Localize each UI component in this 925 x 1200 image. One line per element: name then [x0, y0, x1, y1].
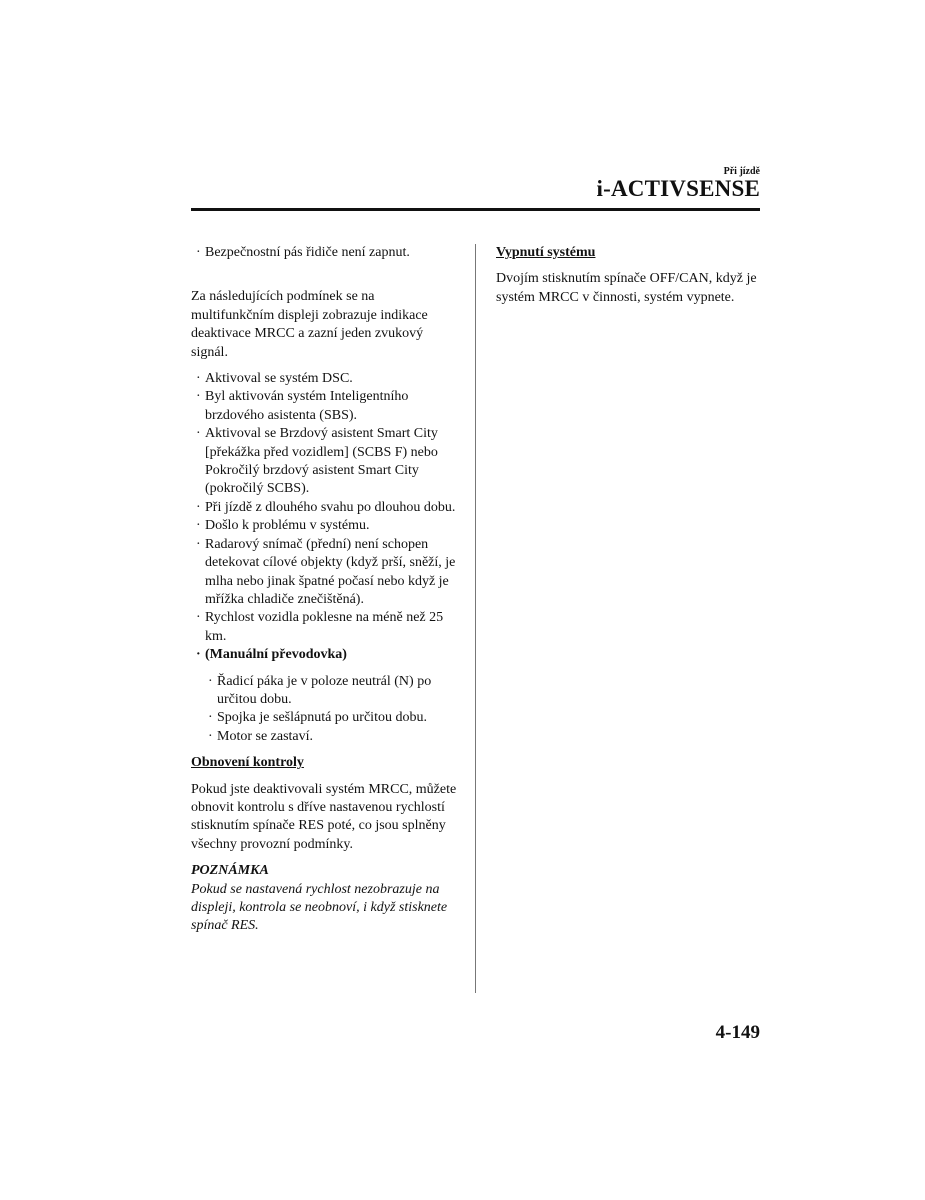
- list-item-manual-transmission: [191, 646, 459, 664]
- switch-off-paragraph: Dvojím stisknutím spínače OFF/CAN, když je systém MRCC v činnosti, systém vypnete.: [496, 271, 757, 305]
- list-item: [191, 388, 459, 425]
- list-item: [191, 609, 459, 646]
- bullet-dot: ·: [208, 728, 213, 744]
- bullet-dot: ·: [196, 518, 201, 534]
- bullet-dot: ·: [196, 245, 201, 260]
- list-item-text: Aktivoval se systém DSC.: [205, 371, 353, 387]
- bullet-dot: ·: [196, 426, 201, 442]
- page-title: i-ACTIVSENSE: [596, 176, 760, 201]
- bullet-dot: ·: [196, 647, 201, 663]
- list-item-text: Řadicí páka je v poloze neutrál (N) po určitou dobu.: [217, 673, 432, 707]
- list-item: [191, 536, 459, 610]
- list-item: [191, 370, 459, 388]
- list-item-text: Rychlost vozidla poklesne na méně než 25 km.: [205, 610, 444, 644]
- list-item-text: Při jízdě z dlouhého svahu po dlouhou dobu.: [205, 499, 456, 515]
- list-item-text: Aktivoval se Brzdový asistent Smart City [překážka před vozidlem] (SCBS F) nebo Pokročilý brzdový asistent Smart City (pokročilý SCBS).: [205, 426, 438, 497]
- bullet-dot: ·: [208, 673, 213, 689]
- list-item: [191, 499, 459, 517]
- bullet-dot: ·: [196, 499, 201, 515]
- list-item: [191, 425, 459, 499]
- resume-heading: Obnovení kontroly: [191, 755, 304, 771]
- switch-off-heading: Vypnutí systému: [496, 245, 596, 260]
- bullet-dot: ·: [196, 536, 201, 552]
- list-item: [191, 517, 459, 535]
- header-rule: [191, 208, 760, 211]
- list-item-text: Radarový snímač (přední) není schopen detekovat cílové objekty (když prší, sněží, je mlha nebo jinak špatné počasí nebo když je mřížka chladiče znečištěná).: [205, 536, 456, 607]
- intro-paragraph: Za následujících podmínek se na multifunkčním displeji zobrazuje indikace deaktivace MRCC a zazní jeden zvukový signál.: [191, 289, 428, 360]
- list-item: [191, 244, 459, 262]
- bullet-dot: ·: [208, 710, 213, 726]
- list-item-text: Došlo k problému v systému.: [205, 518, 370, 534]
- page-number: 4-149: [715, 1022, 760, 1043]
- list-item-text: (Manuální převodovka): [205, 647, 347, 663]
- list-item-text: Byl aktivován systém Inteligentního brzdového asistenta (SBS).: [205, 389, 409, 423]
- list-item-text: Motor se zastaví.: [217, 728, 314, 744]
- list-item-text: Spojka je sešlápnutá po určitou dobu.: [217, 710, 427, 726]
- bullet-dot: ·: [196, 371, 201, 387]
- note-title: POZNÁMKA: [191, 863, 269, 879]
- right-column: [496, 244, 760, 307]
- sub-list-item: [203, 673, 459, 710]
- bullet-dot: ·: [196, 389, 201, 405]
- resume-paragraph: Pokud jste deaktivovali systém MRCC, můžete obnovit kontrolu s dříve nastavenou rychlostí stisknutím spínače RES poté, co jsou splněny všechny provozní podmínky.: [191, 781, 457, 852]
- column-divider: [475, 244, 476, 993]
- bullet-dot: ·: [196, 610, 201, 626]
- sub-list-item: [203, 709, 459, 727]
- left-column: [191, 244, 459, 936]
- header-section-label: Při jízdě: [723, 166, 760, 177]
- sub-list-item: [203, 728, 459, 746]
- list-item-text: Bezpečnostní pás řidiče není zapnut.: [205, 245, 410, 260]
- note-text: Pokud se nastavená rychlost nezobrazuje na displeji, kontrola se neobnoví, i když stisknete spínač RES.: [191, 881, 448, 934]
